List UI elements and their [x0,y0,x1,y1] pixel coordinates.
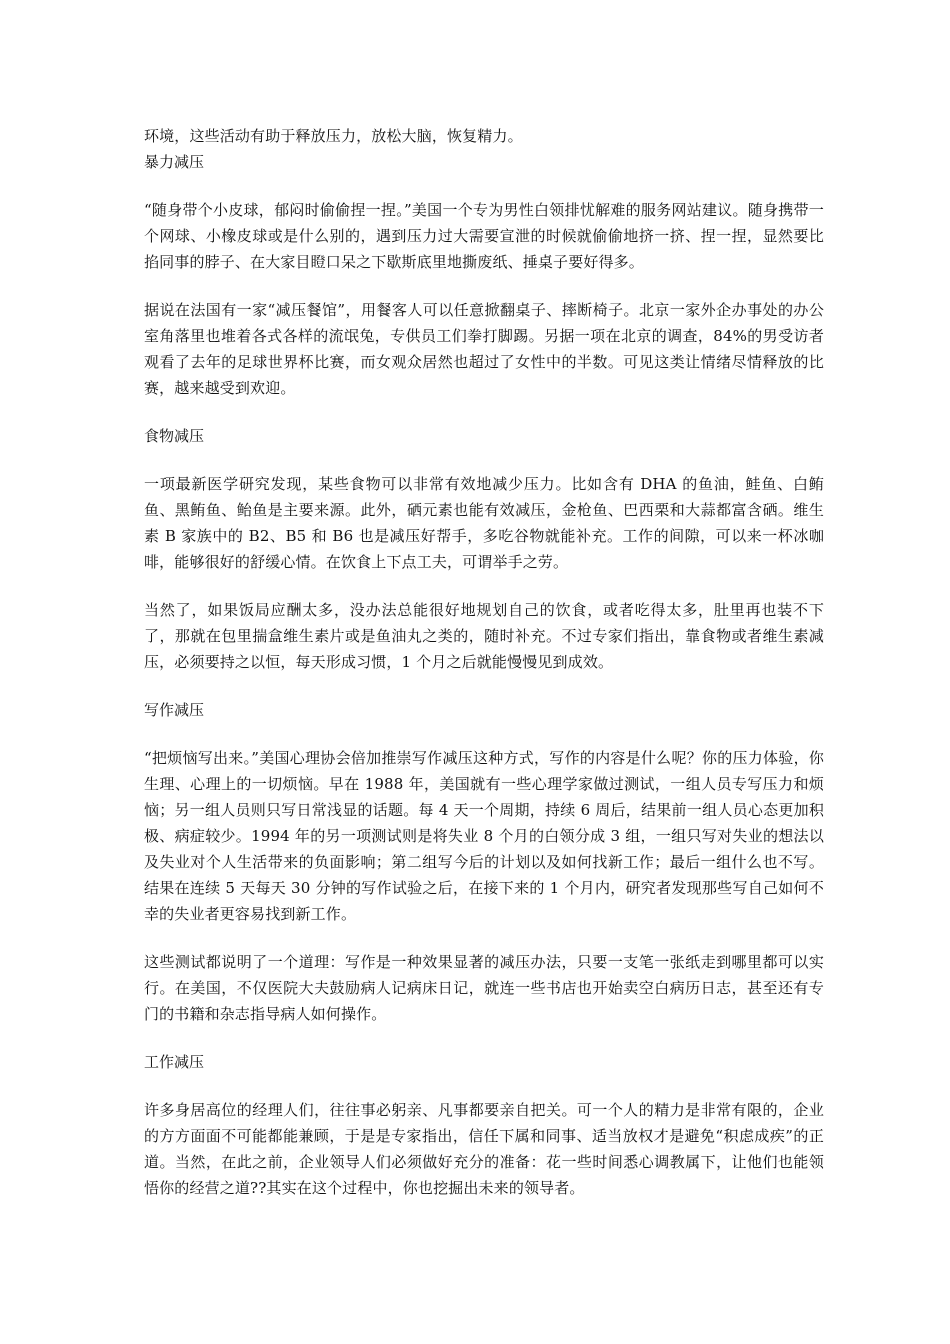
spacer [144,927,824,949]
paragraph-leather-ball: “随身带个小皮球，郁闷时偷偷捏一捏。”美国一个专为男性白领排忧解难的服务网站建议。随身携带一个网球、小橡皮球或是什么别的，遇到压力过大需要宣泄的时候就偷偷地挤一挤、捏一捏，显然要比掐同事的脖子、在大家目瞪口呆之下歇斯底里地撕废纸、捶桌子要好得多。 [144,201,824,271]
spacer [144,1027,824,1049]
spacer [144,449,824,471]
section-heading-violence: 暴力减压 [144,153,205,171]
section-heading-writing: 写作减压 [144,701,205,719]
spacer [144,175,824,197]
spacer [144,723,824,745]
spacer [144,1075,824,1097]
section-heading-work: 工作减压 [144,1053,205,1071]
paragraph-food-research: 一项最新医学研究发现，某些食物可以非常有效地减少压力。比如含有 DHA 的鱼油，鲑鱼、白鲔鱼、黑鲔鱼、鲐鱼是主要来源。此外，硒元素也能有效减压，金枪鱼、巴西栗和大蒜都富含硒。维生素 B 家族中的 B2、B5 和 B6 也是减压好帮手，多吃谷物就能补充。工作的间隙，可以来一杯冰咖啡，能够很好的舒缓心情。在饮食上下点工夫，可谓举手之劳。 [144,475,824,571]
section-heading-food: 食物减压 [144,427,205,445]
document-page [144,123,824,1201]
spacer [144,575,824,597]
paragraph-delegation: 许多身居高位的经理人们，往往事必躬亲、凡事都要亲自把关。可一个人的精力是非常有限的，企业的方方面面不可能都能兼顾，于是是专家指出，信任下属和同事、适当放权才是避免“积虑成疾”的正道。当然，在此之前，企业领导人们必须做好充分的准备：花一些时间悉心调教属下，让他们也能领悟你的经营之道??其实在这个过程中，你也挖掘出未来的领导者。 [144,1101,824,1197]
spacer [144,401,824,423]
paragraph-vitamins: 当然了，如果饭局应酬太多，没办法总能很好地规划自己的饮食，或者吃得太多，肚里再也装不下了，那就在包里揣盒维生素片或是鱼油丸之类的，随时补充。不过专家们指出，靠食物或者维生素减压，必须要持之以恒，每天形成习惯，1 个月之后就能慢慢见到成效。 [144,601,824,671]
paragraph-writing-conclusion: 这些测试都说明了一个道理：写作是一种效果显著的减压办法，只要一支笔一张纸走到哪里都可以实行。在美国，不仅医院大夫鼓励病人记病床日记，就连一些书店也开始卖空白病历日志，甚至还有专门的书籍和杂志指导病人如何操作。 [144,953,824,1023]
intro-paragraph: 环境，这些活动有助于释放压力，放松大脑，恢复精力。 [144,127,523,145]
paragraph-restaurant: 据说在法国有一家“减压餐馆”，用餐客人可以任意掀翻桌子、摔断椅子。北京一家外企办事处的办公室角落里也堆着各式各样的流氓兔，专供员工们拳打脚踢。另据一项在北京的调查，84%的男受访者观看了去年的足球世界杯比赛，而女观众居然也超过了女性中的半数。可见这类让情绪尽情释放的比赛，越来越受到欢迎。 [144,301,824,397]
paragraph-writing-tests: “把烦恼写出来。”美国心理协会倍加推崇写作减压这种方式，写作的内容是什么呢？你的压力体验，你生理、心理上的一切烦恼。早在 1988 年，美国就有一些心理学家做过测试，一组人员专写压力和烦恼；另一组人员则只写日常浅显的话题。每 4 天一个周期，持续 6 周后，结果前一组人员心态更加积极、病症较少。1994 年的另一项测试则是将失业 8 个月的白领分成 3 组，一组只写对失业的想法以及失业对个人生活带来的负面影响；第二组写今后的计划以及如何找新工作；最后一组什么也不写。结果在连续 5 天每天 30 分钟的写作试验之后，在接下来的 1 个月内，研究者发现那些写自己如何不幸的失业者更容易找到新工作。 [144,749,824,923]
spacer [144,675,824,697]
spacer [144,275,824,297]
